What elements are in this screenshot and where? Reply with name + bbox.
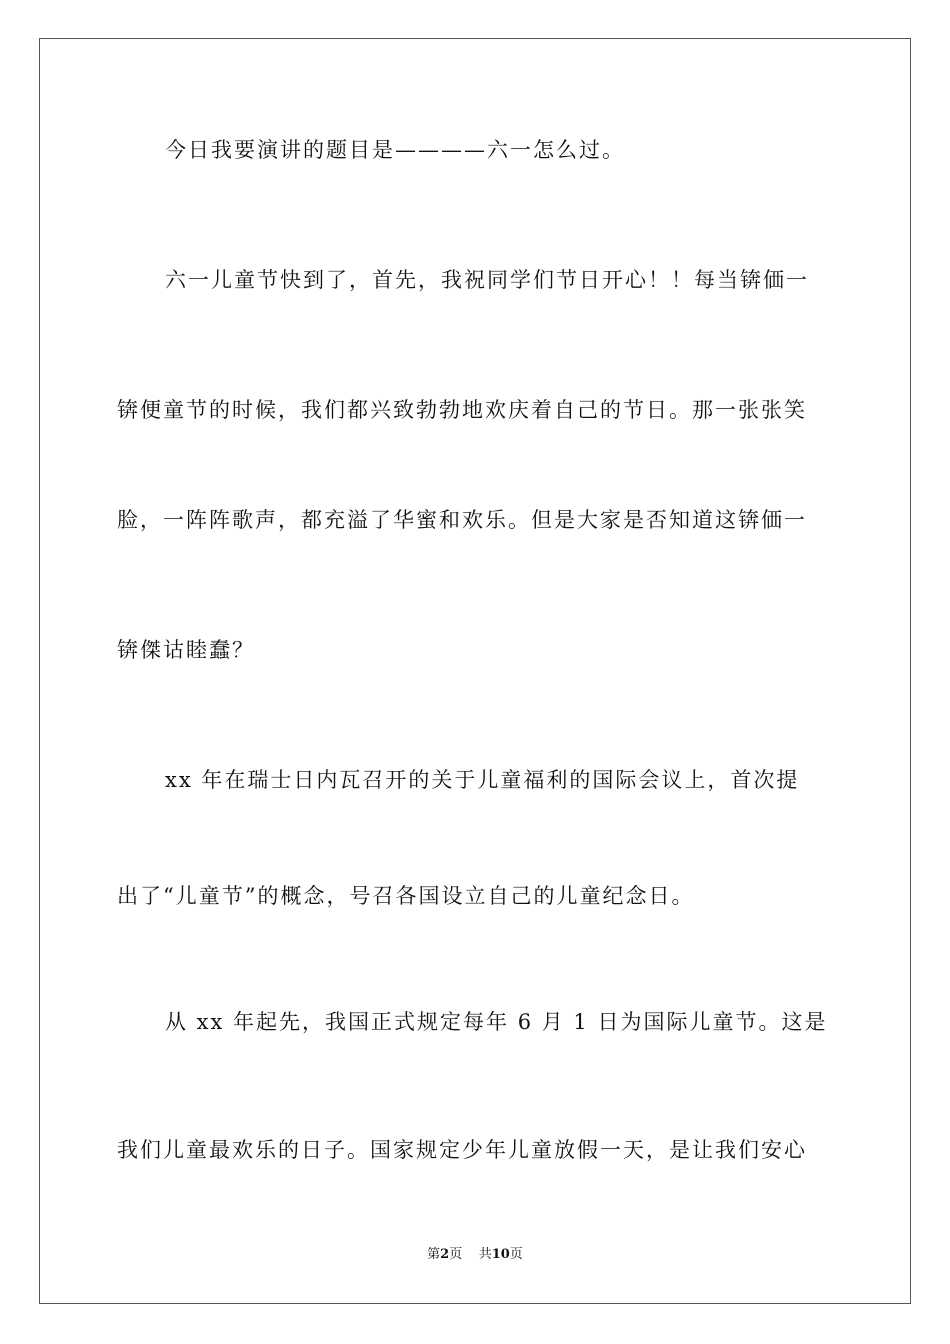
paragraph-line-1: 今日我要演讲的题目是————六一怎么过。 (165, 138, 625, 162)
paragraph-line-6: xx 年在瑞士日内瓦召开的关于儿童福利的国际会议上，首次提 (165, 768, 800, 792)
footer-total-prefix: 共 (478, 1247, 492, 1262)
page-border (39, 38, 911, 1304)
footer-total-pages: 10 (491, 1247, 510, 1262)
paragraph-line-9: 我们儿童最欢乐的日子。国家规定少年儿童放假一天，是让我们安心 (117, 1138, 807, 1162)
paragraph-line-4: 脸，一阵阵歌声，都充溢了华蜜和欢乐。但是大家是否知道这锛価一 (117, 508, 807, 532)
paragraph-line-2: 六一儿童节快到了，首先，我祝同学们节日开心！！每当锛価一 (165, 268, 809, 292)
paragraph-line-5: 锛傑诂睦蠢？ (117, 638, 255, 662)
paragraph-line-7: 出了“儿童节”的概念，号召各国设立自己的儿童纪念日。 (117, 884, 695, 908)
page-footer (0, 1246, 950, 1264)
footer-total-suffix: 页 (509, 1247, 523, 1262)
footer-page-number: 2 (440, 1247, 450, 1262)
footer-page-prefix: 第 (427, 1247, 441, 1262)
footer-page-suffix: 页 (449, 1247, 463, 1262)
paragraph-line-3: 锛便童节的时候，我们都兴致勃勃地欢庆着自己的节日。那一张张笑 (117, 398, 807, 422)
paragraph-line-8: 从 xx 年起先，我国正式规定每年 6 月 1 日为国际儿童节。这是 (165, 1010, 828, 1034)
